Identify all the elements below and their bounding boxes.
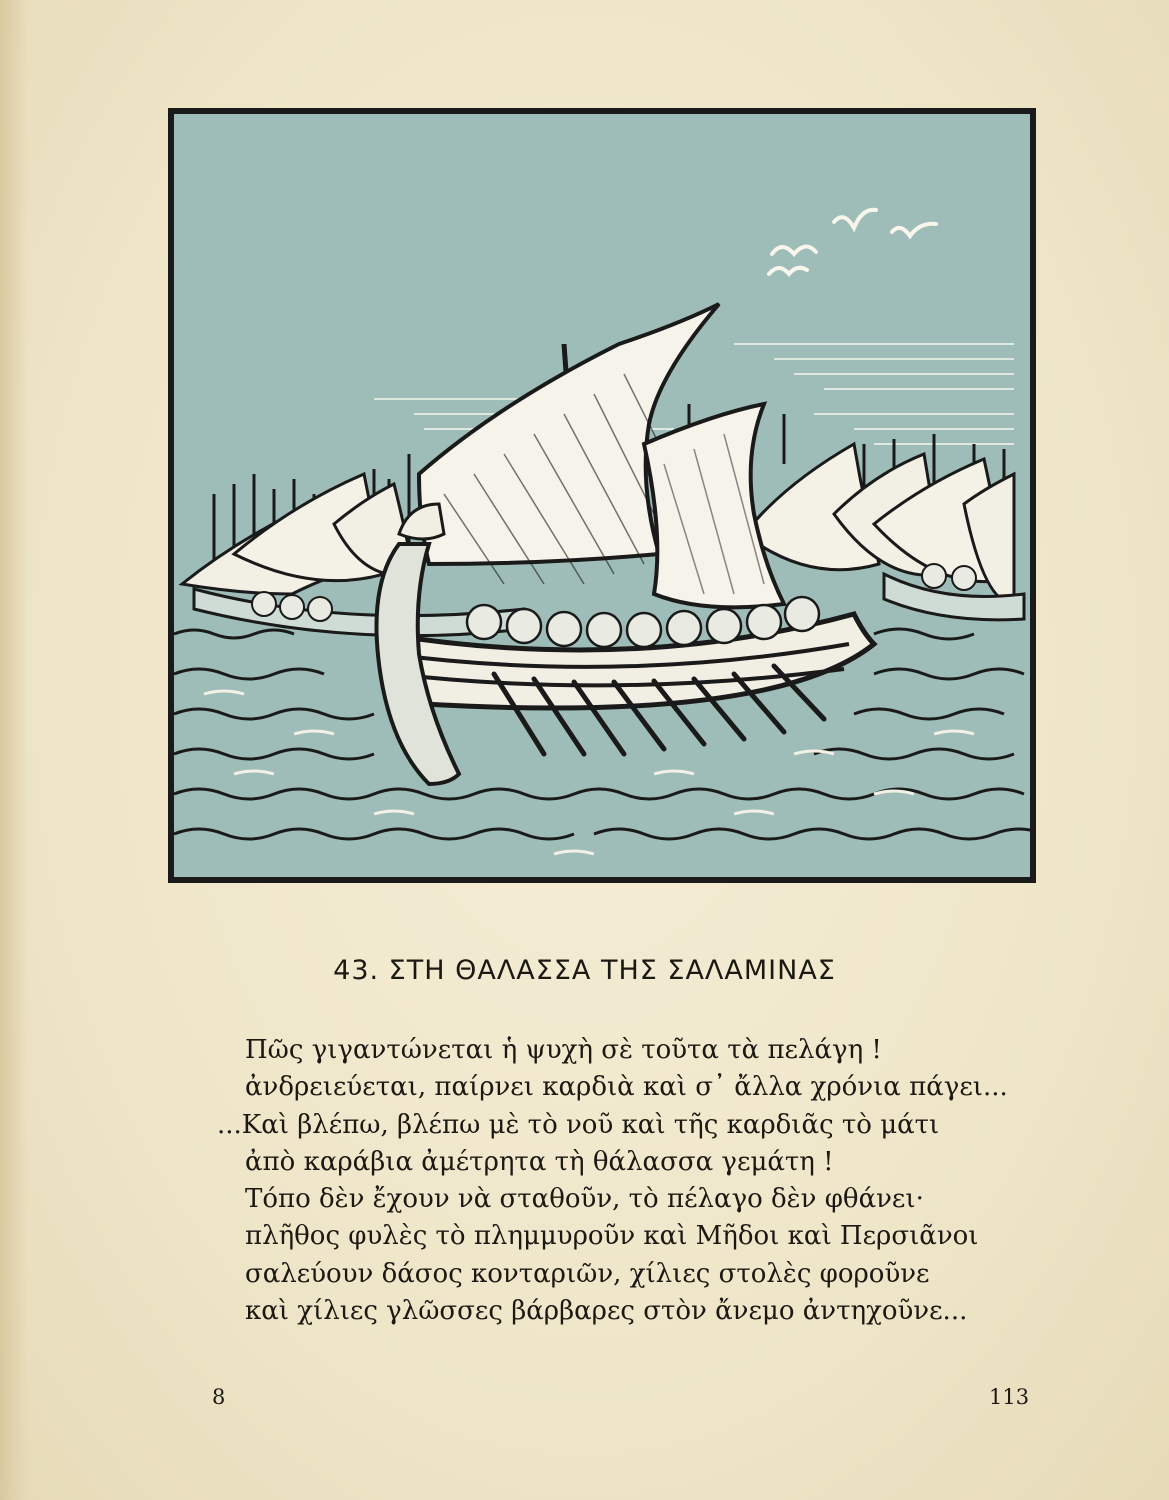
poem-line: ἀνδρειεύεται, παίρνει καρδιὰ καὶ σ᾽ ἄλλα χρόνια πάγει... <box>245 1072 1008 1103</box>
page-edge-shadow <box>0 0 28 1500</box>
poem-text <box>217 1032 1045 1330</box>
ships-illustration-svg <box>174 114 1030 877</box>
poem-line: Πῶς γιγαντώνεται ἡ ψυχὴ σὲ τοῦτα τὰ πελάγη ! <box>245 1035 882 1065</box>
poem-line: σαλεύουν δάσος κονταριῶν, χίλιες στολὲς φοροῦνε <box>245 1258 930 1289</box>
poem-line: Τόπο δὲν ἔχουν νὰ σταθοῦν, τὸ πέλαγο δὲν φθάνει· <box>245 1184 924 1215</box>
signature-mark: 8 <box>212 1385 226 1409</box>
poem-line: ...Καὶ βλέπω, βλέπω μὲ τὸ νοῦ καὶ τῆς καρδιᾶς τὸ μάτι <box>217 1109 940 1140</box>
page-number: 113 <box>989 1385 1030 1409</box>
poem-line: καὶ χίλιες γλῶσσες βάρβαρες στὸν ἄνεμο ἀντηχοῦνε... <box>245 1296 968 1327</box>
poem-line: ἀπὸ καράβια ἀμέτρητα τὴ θάλασσα γεμάτη ! <box>245 1146 834 1177</box>
poem-line: πλῆθος φυλὲς τὸ πλημμυροῦν καὶ Μῆδοι καὶ Περσιᾶνοι <box>245 1221 979 1252</box>
ships-illustration <box>168 108 1036 883</box>
chapter-title: 43. ΣΤΗ ΘΑΛΑΣΣΑ ΤΗΣ ΣΑΛΑΜΙΝΑΣ <box>333 955 836 986</box>
